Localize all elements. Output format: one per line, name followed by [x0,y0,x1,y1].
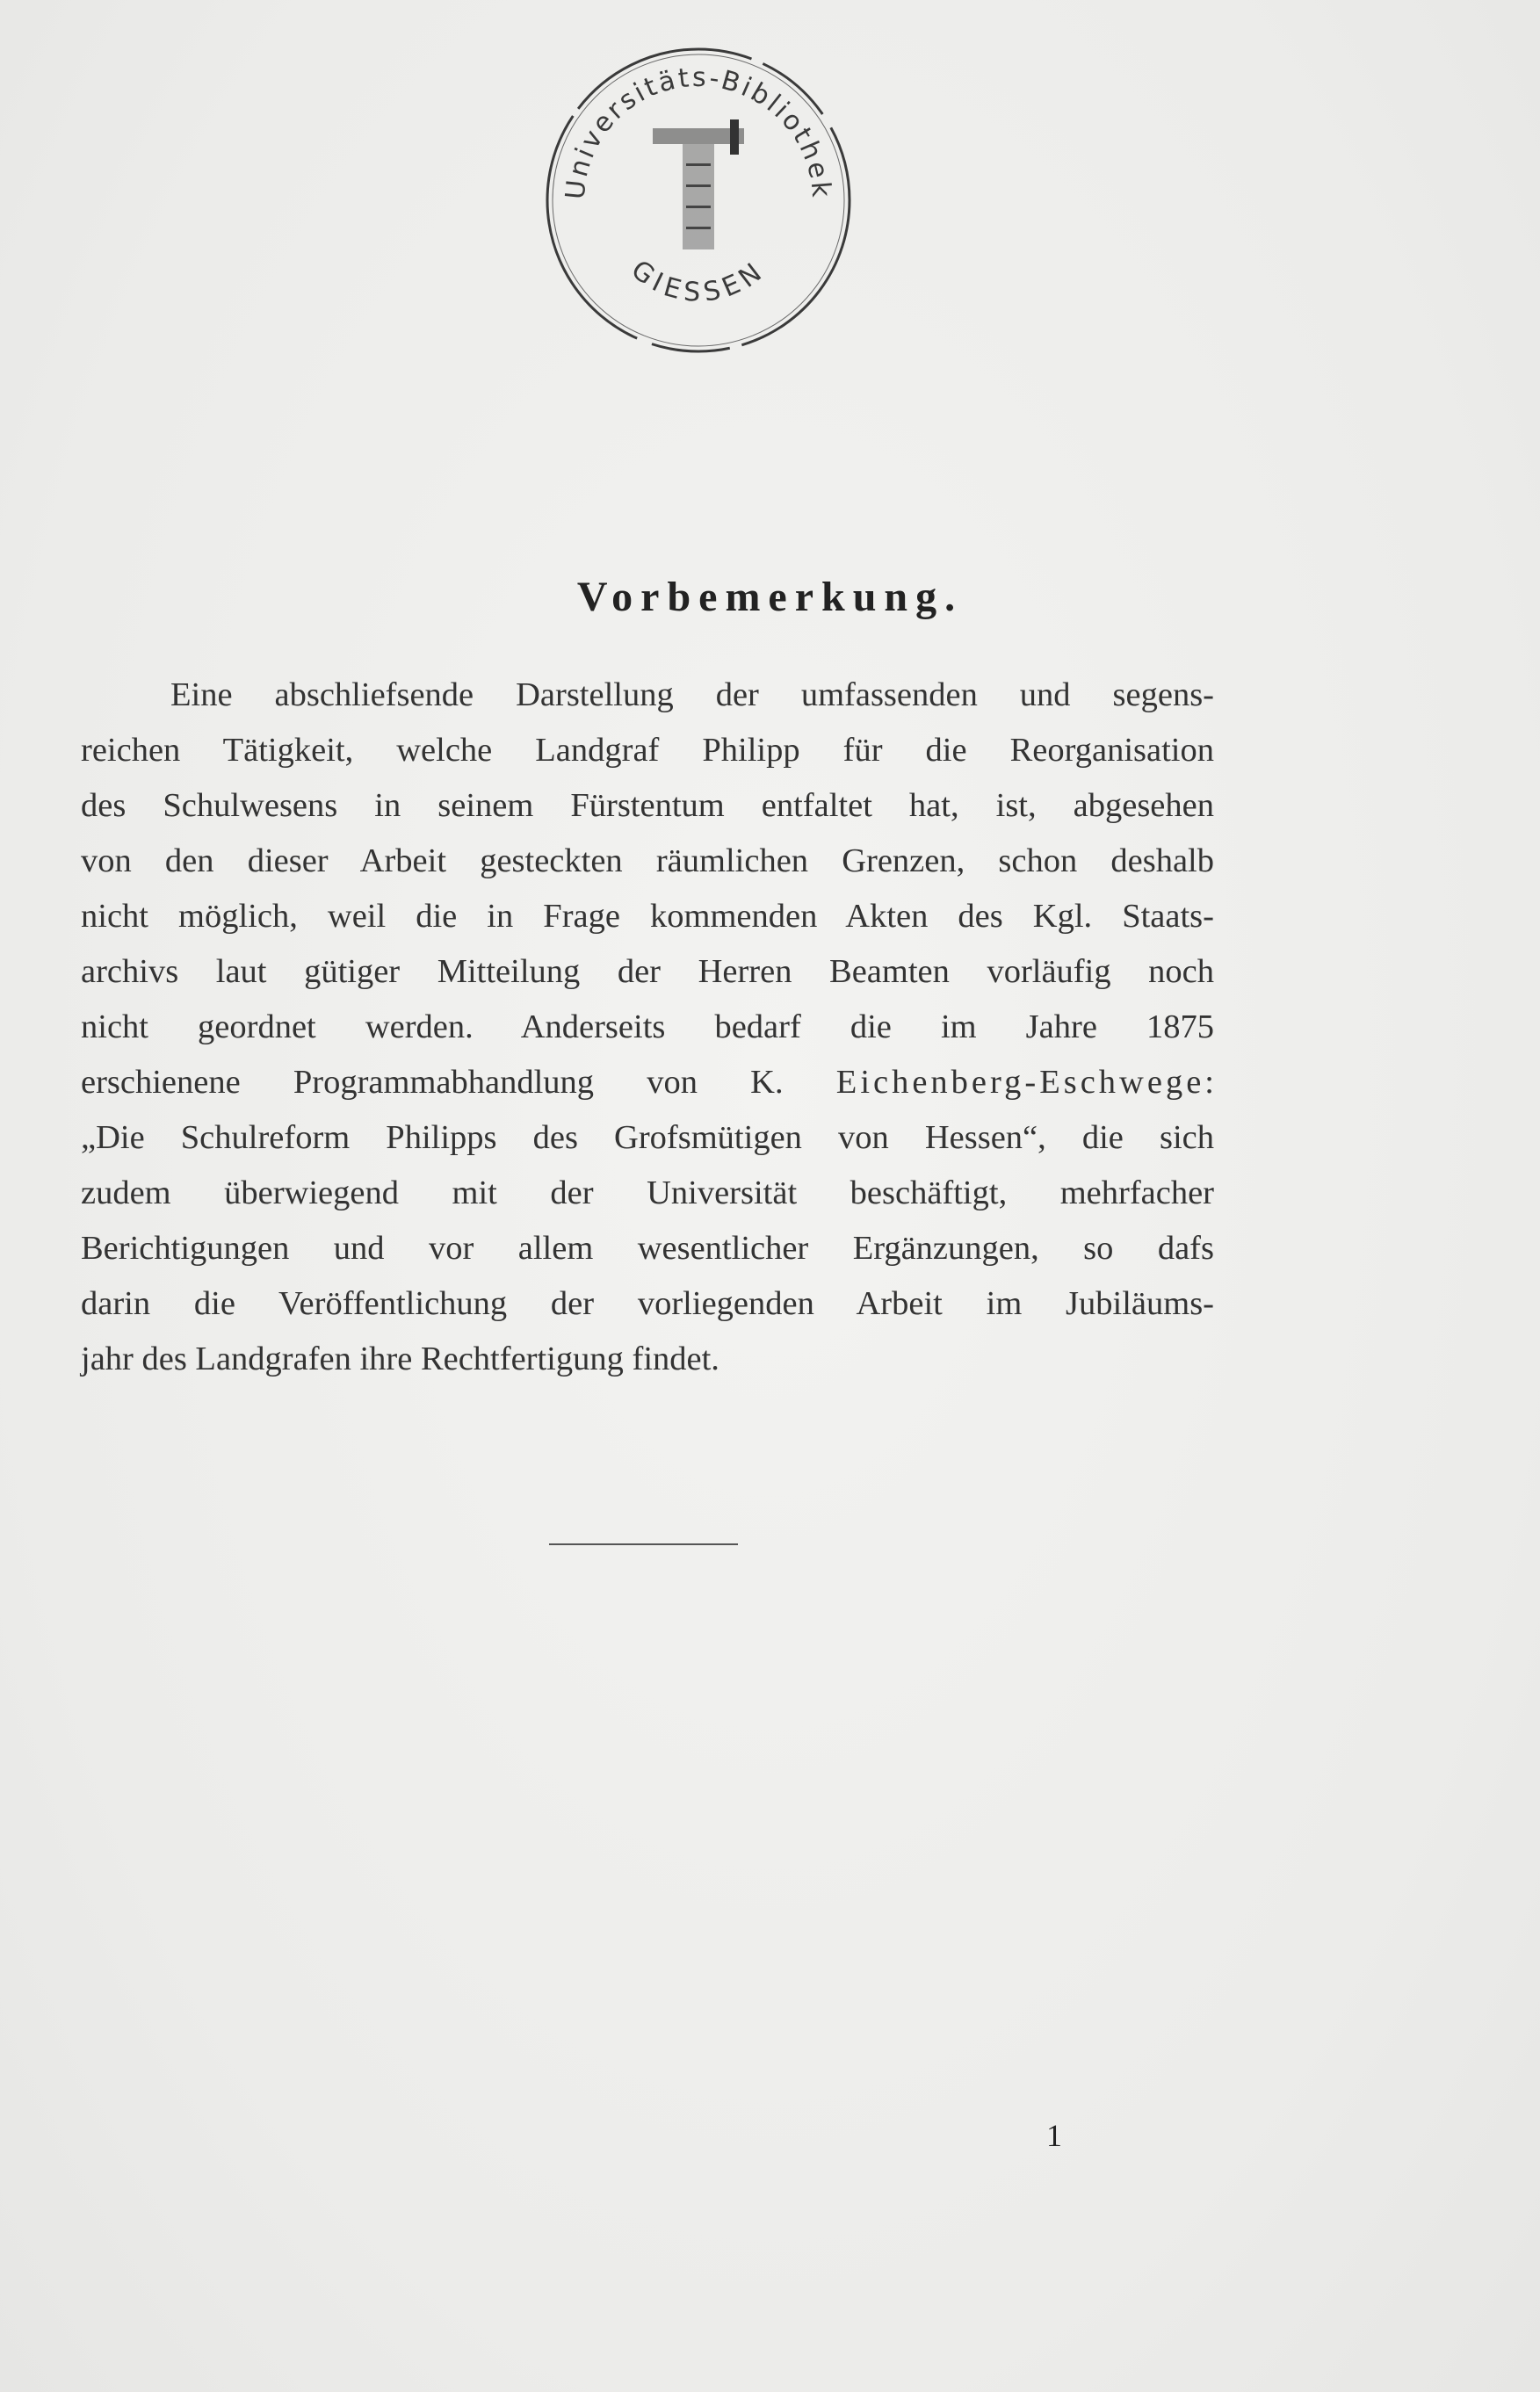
body-paragraph [81,668,1214,1387]
text-segment: erschienene Programmabhandlung von K. [81,1064,836,1101]
stamp-text-top: Universitäts-Bibliothek [560,61,837,201]
text-line: darin die Veröffentlichung der vorliegenden Arbeit im Jubiläums- [81,1285,1214,1322]
page-number: 1 [1046,2118,1062,2153]
stamp-text-bottom: GIESSEN [625,254,772,308]
text-line: archivs laut gütiger Mitteilung der Herren Beamten vorläufig noch [81,953,1214,990]
text-line [81,1055,1214,1110]
text-line: des Schulwesens in seinem Fürstentum entfaltet hat, ist, abgesehen [81,787,1214,824]
author-name: Eichenberg-Eschwege [835,1064,1205,1101]
text-line: reichen Tätigkeit, welche Landgraf Philipp für die Reorganisation [81,732,1214,769]
text-line: zudem überwiegend mit der Universität beschäftigt, mehrfacher [81,1174,1214,1211]
text-line: jahr des Landgrafen ihre Rechtfertigung findet. [81,1341,719,1377]
svg-text:GIESSEN [625,255,772,308]
text-segment: : [1204,1064,1214,1101]
tower-emblem-icon [653,119,744,249]
text-line: nicht möglich, weil die in Frage kommenden Akten des Kgl. Staats- [81,898,1214,935]
text-line: von den dieser Arbeit gesteckten räumlichen Grenzen, schon deshalb [81,842,1214,879]
text-line: „Die Schulreform Philipps des Grofsmütigen von Hessen“, die sich [81,1119,1214,1156]
page-title: Vorbemerkung. [576,574,964,620]
text-line: Berichtigungen und vor allem wesentlicher Ergänzungen, so dafs [81,1230,1214,1267]
library-stamp [531,33,865,367]
section-divider [549,1543,738,1545]
text-line: nicht geordnet werden. Anderseits bedarf die im Jahre 1875 [81,1008,1214,1045]
text-line: Eine abschliefsende Darstellung der umfassenden und segens- [170,676,1214,713]
